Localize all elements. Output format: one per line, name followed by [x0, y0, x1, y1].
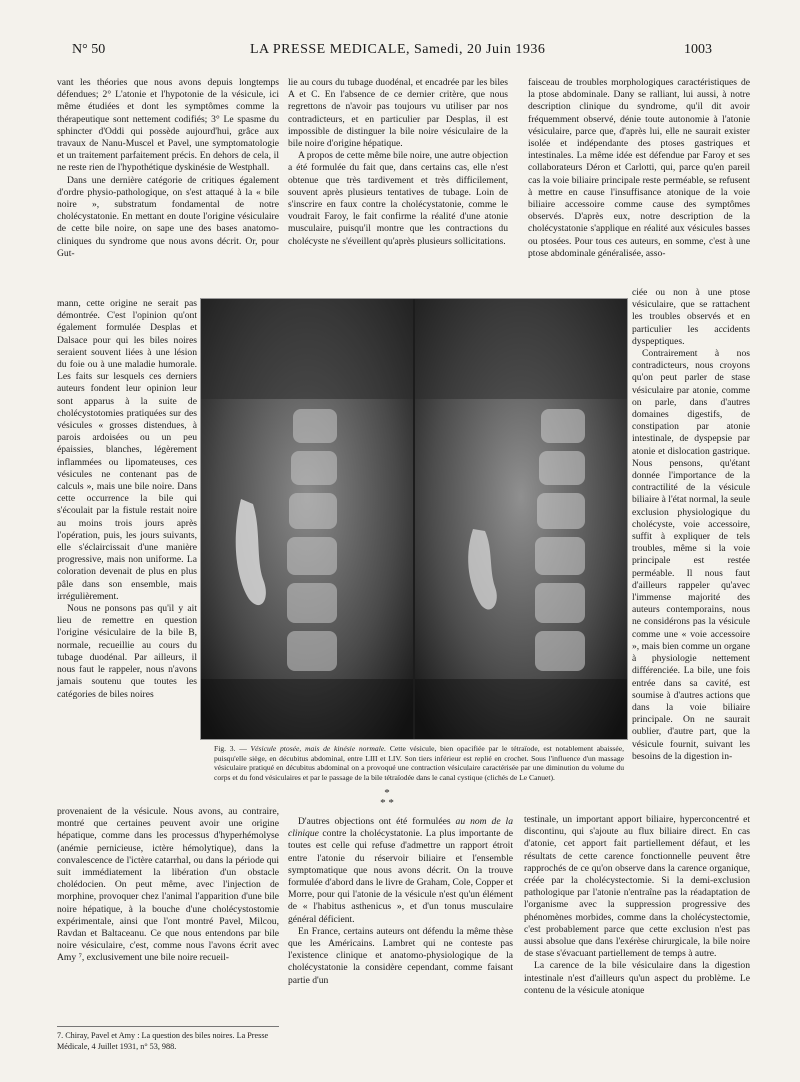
- text-span: contre la cholécystatonie. La plus importante de toutes est celle qui refuse d'admettre un rapport étroit entre l'atonie du réservoir biliaire et l'ensemble symptomatique que nous avons décrit. On la trouve formulée d'abord dans le livre de Graham, Cole, Copper et Morre, pour qui l'atonie de la vésicule n'est qu'un élément de « l'habitus asthenicus », et d'un tonus musculaire général déficient.: [288, 828, 513, 925]
- page-header: [72, 42, 712, 64]
- paragraph: mann, cette origine ne serait pas démontrée. C'est l'opinion qu'ont également formulée Desplas et Dalsace pour qui les biles noires seraient souvent liées à une lésion du foie ou à une maladie humorale. Les faits sur lesquels ces derniers auteurs fondent leur opinion leur sont apparus à la suite de cholécystotomies pratiquées sur des vésicules « grosses distendues, à parois ardoisées ou un peu épaissies, blanches, légèrement inflammées ou lipomateuses, ces vésicules ne contenant pas de calculs », mais une bile noire. Dans cette occurrence la bile qui s'écoulait par la fistule restait noire au moins trois jours après l'opération, puis, les jours suivants, elle s'éclaircissait d'une manière progressive, mais non uniforme. La coloration devenait de plus en plus pâle dans son ensemble, mais irrégulièrement.: [57, 298, 197, 602]
- paragraph: Contrairement à nos contradicteurs, nous croyons qu'on peut parler de stase vésiculaire par atonie, comme on parle, dans d'autres domaines digestifs, de constipation par atonie intestinale, de dyspepsie par atonie et dislocation gastrique. Nous pensons, qu'étant donnée l'importance de la contractilité de la vésicule biliaire à l'état normal, la seule exclusion physiologique du cholécyste, voie accessoire, suffit à expliquer de tels troubles, même si la voie principale est restée perméable. Il nous faut d'ailleurs rappeler qu'avec l'immense majorité des auteurs contemporains, nous ne considérons pas la vésicule comme une « voie accessoire », mais bien comme un organe à physiologie nettement différenciée. La bile, une fois entrée dans sa cavité, est soumise à d'autres actions que dans la voie biliaire principale. On ne saurait oublier, d'autre part, que la vésicule fournit, suivant les besoins de la digestion in-: [632, 348, 750, 762]
- section-separator: * * *: [380, 787, 394, 809]
- column-3-top: [528, 77, 750, 260]
- journal-title: LA PRESSE MEDICALE, Samedi, 20 Juin 1936: [250, 42, 546, 57]
- figure-text: Cette vésicule, bien opacifiée par le tétraïode, est notablement abaissée, puisqu'elle siège, en décubitus abdominal, entre LIII et LIV. Son tiers inférieur est replié en crochet. Sous l'influence d'un massage vésiculaire pratiqué en décubitus abdominal on a provoqué une contraction vésiculaire caractérisée par une diminution du volume du corps et du fond vésiculaires et par le passage de la bile tétraïodée dans le canal cystique (clichés de Le Canuet).: [214, 744, 624, 782]
- column-1-bottom: [57, 806, 279, 965]
- figure-label: Fig. 3. —: [214, 744, 251, 753]
- column-2-bottom: [288, 816, 513, 987]
- page-number: 1003: [684, 42, 712, 57]
- column-2-top: [288, 77, 508, 248]
- figure-caption: [214, 744, 624, 782]
- paragraph: provenaient de la vésicule. Nous avons, au contraire, montré que certaines peuvent avoir une origine hépatique, comme dans les processus d'hyperhémolyse (anémie pernicieuse, ictère hémolytique), dans la convalescence de l'ictère catarrhal, ou dans la période qui suit immédiatement la libération d'un obstacle cholédocien. On peut même, avec l'injection de morphine, provoquer chez l'animal l'apparition d'une bile noire hépatique, à la bouche d'une cholécystostomie expérimentale, ainsi que l'ont montré Pavel, Milcou, Ravdan et Baltaceanu. Ce que nous entendons par bile noire vésiculaire, c'est, comme nous l'avons écrit avec Amy ⁷, exclusivement une bile noire recueil-: [57, 806, 279, 964]
- column-1-narrow: [57, 298, 197, 701]
- footnote: 7. Chiray, Pavel et Amy : La question des biles noires. La Presse Médicale, 4 Juillet 1931, n° 53, 988.: [57, 1026, 279, 1052]
- radiograph-left: [201, 299, 413, 739]
- italic-span: au nom de la clinique: [288, 816, 513, 840]
- issue-number: N° 50: [72, 42, 106, 57]
- column-3-narrow: [632, 287, 750, 763]
- text-span: D'autres objections ont été formulées: [298, 816, 456, 827]
- paragraph: [288, 816, 513, 926]
- radiograph-figure: [200, 298, 628, 740]
- paragraph: testinale, un important apport biliaire, hyperconcentré et discontinu, qui s'ajoute au flux biliaire direct. En cas d'atonie, cet apport fait partiellement défaut, et les résultats de cette carence fonctionnelle peuvent être rapprochés de ce qu'on observe dans la carence organique, créée par la cholécystectomie. Si la demi-exclusion pathologique par l'atonie n'entraîne pas la réadaptation de l'organisme avec la suppression progressive des phénomènes morbides, comme dans la cholécystectomie, c'est probablement parce que cette exclusion n'est pas aussi absolue que dans l'exérèse chirurgicale, la bile noire de stase s'évacuant partiellement de temps à autre.: [524, 814, 750, 960]
- paragraph: En France, certains auteurs ont défendu la même thèse que les Américains. Lambret qui ne conteste pas l'existence clinique et anatomo-physiologique de la cholécystatonie la considère cependant, comme faisant partie d'un: [288, 925, 513, 986]
- paragraph: faisceau de troubles morphologiques caractéristiques de la ptose abdominale. Dany se ralliant, lui aussi, à notre description clinique du syndrome, qu'il dit avoir fréquemment observé, dénie toute autonomie à l'atonie vésiculaire, parce que, d'après lui, elle ne saurait exister isolée et indépendante des ptoses gastriques et intestinales. La même idée est défendue par Faroy et ses collaborateurs Déron et Carlotti, qui, parce qu'en pareil cas la voie biliaire principale reste perméable, se refusent à mettre en cause l'insuffisance atonique de la voie biliaire accessoire comme cause des symptômes observés. D'après eux, notre description de la cholécystatonie s'applique en réalité aux vésicules basses ou ptosées. Pour tous ces auteurs, en somme, c'est à une ptose abdominale généralisée, asso-: [528, 77, 750, 259]
- figure-title: Vésicule ptosée, mais de kinésie normale.: [250, 744, 387, 753]
- paragraph: lie au cours du tubage duodénal, et encadrée par les biles A et C. En l'absence de ce dernier critère, que nous regrettons de n'avoir pas toujours vu utiliser par nos contradicteurs, et en particulier par Desplas, il est impossible de distinguer la bile noire vésiculaire de la bile noire d'origine hépatique.: [288, 77, 508, 150]
- paragraph: Nous ne ponsons pas qu'il y ait lieu de remettre en question l'origine vésiculaire de la bile B, normale, recueillie au cours du tubage duodénal. Par ailleurs, il nous faut le rappeler, nous n'avons jamais soutenu que toutes les catégories de biles noires: [57, 603, 197, 700]
- column-1-top: [57, 77, 279, 260]
- column-3-bottom: [524, 814, 750, 997]
- paragraph: Dans une dernière catégorie de critiques également d'ordre physio-pathologique, on s'est attaqué à la « bile noire », substratum fondamental de notre cholécystatonie. En mettant en doute l'origine vésiculaire de cette bile noire, on sape une des bases anatomo-cliniques du syndrome que nous avons décrit. Or, pour Gut-: [57, 174, 279, 259]
- paragraph: ciée ou non à une ptose vésiculaire, que se rattachent les troubles observés et en particulier les accidents dyspeptiques.: [632, 287, 750, 347]
- paragraph: vant les théories que nous avons depuis longtemps défendues; 2° L'atonie et l'hypotonie de la vésicule, ici même étudiées et dont les symptômes comme la thérapeutique sont nettement codifiés; 3° Le spasme du sphincter d'Oddi qui possède aujourd'hui, grâce aux travaux de Nanu-Muscel et Pavel, une symptomatologie et un traitement parfaitement précis. En dehors de cela, il ne reste rien de l'hypothétique dyskinésie de Westphall.: [57, 77, 279, 174]
- paragraph: La carence de la bile vésiculaire dans la digestion intestinale n'est d'ailleurs qu'un aspect du problème. Le contenu de la vésicule atonique: [524, 960, 750, 996]
- radiograph-right: [415, 299, 627, 739]
- paragraph: A propos de cette même bile noire, une autre objection a été formulée du fait que, dans certains cas, elle n'est obtenue que très tardivement et très difficilement, souvent après plusieurs tentatives de tubage. Loin de s'inscrire en faux contre la cholécystatonie, comme le voudrait Faroy, le fait confirme la réalité d'une atonie musculaire, puisqu'il montre que les contractions du cholécyste ne s'éveillent qu'après plusieurs sollicitations.: [288, 150, 508, 247]
